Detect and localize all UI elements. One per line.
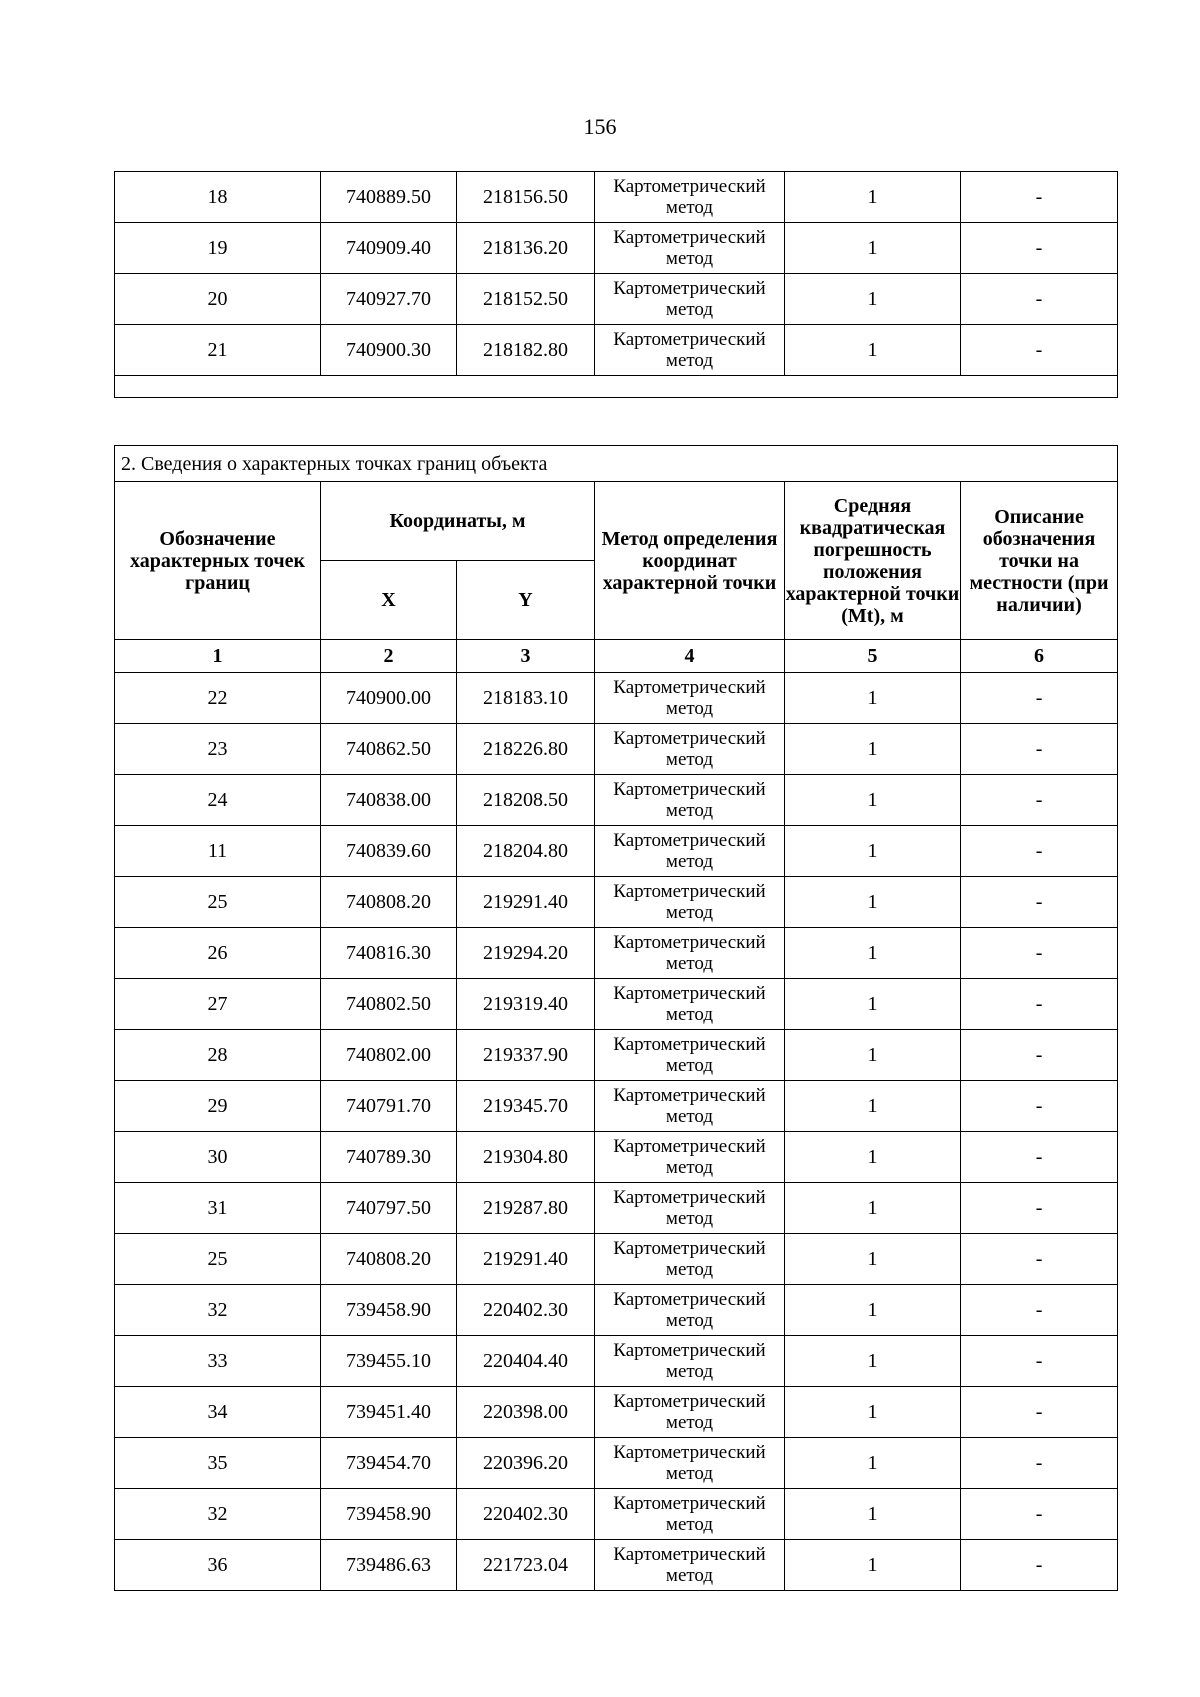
method-cell xyxy=(595,877,785,928)
y-coordinate-cell: 219337.90 xyxy=(457,1030,595,1081)
description-cell: - xyxy=(961,1234,1118,1285)
method-line: метод xyxy=(665,350,714,371)
method-line: Картометрический xyxy=(613,1085,766,1106)
column-number: 6 xyxy=(961,640,1118,673)
description-cell: - xyxy=(961,928,1118,979)
point-cell: 36 xyxy=(115,1540,321,1591)
y-coordinate-cell: 220404.40 xyxy=(457,1336,595,1387)
column-number: 2 xyxy=(321,640,457,673)
description-cell: - xyxy=(961,826,1118,877)
method-line: метод xyxy=(665,1565,714,1586)
table-row xyxy=(115,1285,1118,1336)
x-coordinate-cell: 740808.20 xyxy=(321,1234,457,1285)
point-cell: 27 xyxy=(115,979,321,1030)
method-cell xyxy=(595,1081,785,1132)
method-line: метод xyxy=(665,749,714,770)
table-row xyxy=(115,1081,1118,1132)
point-cell: 32 xyxy=(115,1489,321,1540)
x-coordinate-cell: 740927.70 xyxy=(321,274,457,325)
table-row xyxy=(115,1132,1118,1183)
mean-error-cell: 1 xyxy=(785,826,961,877)
description-cell: - xyxy=(961,724,1118,775)
table-row xyxy=(115,1183,1118,1234)
column-number: 5 xyxy=(785,640,961,673)
point-cell: 35 xyxy=(115,1438,321,1489)
method-cell xyxy=(595,979,785,1030)
method-line: метод xyxy=(665,851,714,872)
point-cell: 26 xyxy=(115,928,321,979)
method-cell xyxy=(595,172,785,223)
y-coordinate-cell: 219345.70 xyxy=(457,1081,595,1132)
mean-error-cell: 1 xyxy=(785,1132,961,1183)
mean-error-cell: 1 xyxy=(785,1438,961,1489)
mean-error-cell: 1 xyxy=(785,1030,961,1081)
y-coordinate-cell: 218208.50 xyxy=(457,775,595,826)
method-line: метод xyxy=(665,902,714,923)
method-cell xyxy=(595,1183,785,1234)
header-x: X xyxy=(321,561,457,640)
y-coordinate-cell: 221723.04 xyxy=(457,1540,595,1591)
method-line: метод xyxy=(665,248,714,269)
y-coordinate-cell: 220402.30 xyxy=(457,1285,595,1336)
mean-error-cell: 1 xyxy=(785,673,961,724)
mean-error-cell: 1 xyxy=(785,1336,961,1387)
description-cell: - xyxy=(961,1336,1118,1387)
method-cell xyxy=(595,1489,785,1540)
description-cell: - xyxy=(961,1489,1118,1540)
description-cell: - xyxy=(961,274,1118,325)
description-cell: - xyxy=(961,223,1118,274)
y-coordinate-cell: 219319.40 xyxy=(457,979,595,1030)
x-coordinate-cell: 740816.30 xyxy=(321,928,457,979)
empty-cell xyxy=(115,376,1118,398)
method-line: метод xyxy=(665,1259,714,1280)
method-line: метод xyxy=(665,800,714,821)
y-coordinate-cell: 218204.80 xyxy=(457,826,595,877)
table-row xyxy=(115,223,1118,274)
method-line: метод xyxy=(665,1310,714,1331)
header-y: Y xyxy=(457,561,595,640)
continuation-table xyxy=(114,171,1118,398)
method-line: Картометрический xyxy=(613,1340,766,1361)
empty-row xyxy=(115,376,1118,398)
point-cell: 25 xyxy=(115,877,321,928)
y-coordinate-cell: 219294.20 xyxy=(457,928,595,979)
method-cell xyxy=(595,775,785,826)
description-cell: - xyxy=(961,1081,1118,1132)
point-cell: 22 xyxy=(115,673,321,724)
y-coordinate-cell: 218152.50 xyxy=(457,274,595,325)
y-coordinate-cell: 220398.00 xyxy=(457,1387,595,1438)
x-coordinate-cell: 739458.90 xyxy=(321,1489,457,1540)
table-row xyxy=(115,1387,1118,1438)
point-cell: 20 xyxy=(115,274,321,325)
table-row xyxy=(115,1030,1118,1081)
description-cell: - xyxy=(961,1030,1118,1081)
point-cell: 21 xyxy=(115,325,321,376)
x-coordinate-cell: 740862.50 xyxy=(321,724,457,775)
method-line: Картометрический xyxy=(613,176,766,197)
method-line: Картометрический xyxy=(613,278,766,299)
y-coordinate-cell: 218226.80 xyxy=(457,724,595,775)
page-number: 156 xyxy=(583,114,617,139)
method-cell xyxy=(595,274,785,325)
method-line: Картометрический xyxy=(613,983,766,1004)
method-line: метод xyxy=(665,1412,714,1433)
point-cell: 23 xyxy=(115,724,321,775)
mean-error-cell: 1 xyxy=(785,325,961,376)
column-number: 4 xyxy=(595,640,785,673)
point-cell: 18 xyxy=(115,172,321,223)
table-row xyxy=(115,826,1118,877)
description-cell: - xyxy=(961,979,1118,1030)
method-line: Картометрический xyxy=(613,830,766,851)
x-coordinate-cell: 740808.20 xyxy=(321,877,457,928)
method-line: Картометрический xyxy=(613,1034,766,1055)
method-line: Картометрический xyxy=(613,932,766,953)
table-row xyxy=(115,274,1118,325)
method-line: Картометрический xyxy=(613,1493,766,1514)
method-line: метод xyxy=(665,1055,714,1076)
method-line: метод xyxy=(665,1361,714,1382)
mean-error-cell: 1 xyxy=(785,172,961,223)
method-line: Картометрический xyxy=(613,1289,766,1310)
method-cell xyxy=(595,1336,785,1387)
point-cell: 25 xyxy=(115,1234,321,1285)
method-line: метод xyxy=(665,1463,714,1484)
description-cell: - xyxy=(961,325,1118,376)
method-line: метод xyxy=(665,1106,714,1127)
method-line: Картометрический xyxy=(613,779,766,800)
x-coordinate-cell: 739458.90 xyxy=(321,1285,457,1336)
header-description: Описание обозначения точки на местности (при наличии) xyxy=(961,482,1118,640)
method-cell xyxy=(595,1438,785,1489)
y-coordinate-cell: 218183.10 xyxy=(457,673,595,724)
y-coordinate-cell: 219291.40 xyxy=(457,1234,595,1285)
x-coordinate-cell: 740900.00 xyxy=(321,673,457,724)
x-coordinate-cell: 739486.63 xyxy=(321,1540,457,1591)
mean-error-cell: 1 xyxy=(785,724,961,775)
method-line: метод xyxy=(665,953,714,974)
point-cell: 29 xyxy=(115,1081,321,1132)
description-cell: - xyxy=(961,877,1118,928)
y-coordinate-cell: 220402.30 xyxy=(457,1489,595,1540)
x-coordinate-cell: 739455.10 xyxy=(321,1336,457,1387)
method-cell xyxy=(595,1285,785,1336)
point-cell: 30 xyxy=(115,1132,321,1183)
point-cell: 33 xyxy=(115,1336,321,1387)
method-cell xyxy=(595,325,785,376)
table-row xyxy=(115,1336,1118,1387)
table-row xyxy=(115,724,1118,775)
boundary-points-table-body xyxy=(115,446,1118,1591)
x-coordinate-cell: 740802.00 xyxy=(321,1030,457,1081)
header-point-designation: Обозначение характерных точек границ xyxy=(115,482,321,640)
x-coordinate-cell: 740797.50 xyxy=(321,1183,457,1234)
table-caption: 2. Сведения о характерных точках границ объекта xyxy=(115,446,1118,482)
table-row xyxy=(115,775,1118,826)
description-cell: - xyxy=(961,1183,1118,1234)
description-cell: - xyxy=(961,1438,1118,1489)
y-coordinate-cell: 219304.80 xyxy=(457,1132,595,1183)
method-line: Картометрический xyxy=(613,227,766,248)
column-number: 1 xyxy=(115,640,321,673)
point-cell: 11 xyxy=(115,826,321,877)
x-coordinate-cell: 740839.60 xyxy=(321,826,457,877)
table-row xyxy=(115,877,1118,928)
method-line: метод xyxy=(665,698,714,719)
method-cell xyxy=(595,1030,785,1081)
point-cell: 32 xyxy=(115,1285,321,1336)
point-cell: 24 xyxy=(115,775,321,826)
table-row xyxy=(115,172,1118,223)
x-coordinate-cell: 740802.50 xyxy=(321,979,457,1030)
x-coordinate-cell: 740909.40 xyxy=(321,223,457,274)
x-coordinate-cell: 740789.30 xyxy=(321,1132,457,1183)
description-cell: - xyxy=(961,1387,1118,1438)
method-cell xyxy=(595,1234,785,1285)
method-line: Картометрический xyxy=(613,677,766,698)
x-coordinate-cell: 740791.70 xyxy=(321,1081,457,1132)
mean-error-cell: 1 xyxy=(785,1387,961,1438)
y-coordinate-cell: 218136.20 xyxy=(457,223,595,274)
x-coordinate-cell: 740900.30 xyxy=(321,325,457,376)
mean-error-cell: 1 xyxy=(785,1234,961,1285)
mean-error-cell: 1 xyxy=(785,877,961,928)
method-line: метод xyxy=(665,299,714,320)
table-row xyxy=(115,979,1118,1030)
method-cell xyxy=(595,673,785,724)
method-line: Картометрический xyxy=(613,329,766,350)
x-coordinate-cell: 740838.00 xyxy=(321,775,457,826)
method-line: Картометрический xyxy=(613,1442,766,1463)
description-cell: - xyxy=(961,172,1118,223)
mean-error-cell: 1 xyxy=(785,223,961,274)
mean-error-cell: 1 xyxy=(785,928,961,979)
method-cell xyxy=(595,1540,785,1591)
description-cell: - xyxy=(961,1540,1118,1591)
x-coordinate-cell: 739451.40 xyxy=(321,1387,457,1438)
y-coordinate-cell: 218156.50 xyxy=(457,172,595,223)
mean-error-cell: 1 xyxy=(785,1540,961,1591)
y-coordinate-cell: 219291.40 xyxy=(457,877,595,928)
table-row xyxy=(115,1540,1118,1591)
method-line: Картометрический xyxy=(613,1238,766,1259)
method-cell xyxy=(595,1387,785,1438)
mean-error-cell: 1 xyxy=(785,274,961,325)
method-line: метод xyxy=(665,197,714,218)
header-method: Метод определения координат характерной точки xyxy=(595,482,785,640)
table-row xyxy=(115,928,1118,979)
method-line: метод xyxy=(665,1004,714,1025)
x-coordinate-cell: 739454.70 xyxy=(321,1438,457,1489)
method-line: метод xyxy=(665,1514,714,1535)
method-line: Картометрический xyxy=(613,1136,766,1157)
table-row xyxy=(115,673,1118,724)
mean-error-cell: 1 xyxy=(785,1081,961,1132)
method-cell xyxy=(595,223,785,274)
point-cell: 34 xyxy=(115,1387,321,1438)
point-cell: 31 xyxy=(115,1183,321,1234)
header-coordinates: Координаты, м xyxy=(321,482,595,561)
method-line: Картометрический xyxy=(613,1544,766,1565)
description-cell: - xyxy=(961,1132,1118,1183)
mean-error-cell: 1 xyxy=(785,775,961,826)
table-row xyxy=(115,1489,1118,1540)
method-cell xyxy=(595,1132,785,1183)
mean-error-cell: 1 xyxy=(785,979,961,1030)
mean-error-cell: 1 xyxy=(785,1183,961,1234)
point-cell: 28 xyxy=(115,1030,321,1081)
mean-error-cell: 1 xyxy=(785,1489,961,1540)
method-line: Картометрический xyxy=(613,1187,766,1208)
method-cell xyxy=(595,928,785,979)
table-row xyxy=(115,1438,1118,1489)
table-row xyxy=(115,325,1118,376)
method-line: Картометрический xyxy=(613,1391,766,1412)
y-coordinate-cell: 218182.80 xyxy=(457,325,595,376)
boundary-points-table xyxy=(114,445,1118,1591)
method-line: Картометрический xyxy=(613,728,766,749)
table-row xyxy=(115,1234,1118,1285)
header-mean-error: Средняя квадратическая погрешность положения характерной точки (Mt), м xyxy=(785,482,961,640)
method-line: метод xyxy=(665,1157,714,1178)
x-coordinate-cell: 740889.50 xyxy=(321,172,457,223)
description-cell: - xyxy=(961,673,1118,724)
continuation-table-body xyxy=(115,172,1118,398)
y-coordinate-cell: 219287.80 xyxy=(457,1183,595,1234)
method-cell xyxy=(595,724,785,775)
method-line: Картометрический xyxy=(613,881,766,902)
y-coordinate-cell: 220396.20 xyxy=(457,1438,595,1489)
mean-error-cell: 1 xyxy=(785,1285,961,1336)
column-number: 3 xyxy=(457,640,595,673)
description-cell: - xyxy=(961,1285,1118,1336)
description-cell: - xyxy=(961,775,1118,826)
method-line: метод xyxy=(665,1208,714,1229)
method-cell xyxy=(595,826,785,877)
point-cell: 19 xyxy=(115,223,321,274)
